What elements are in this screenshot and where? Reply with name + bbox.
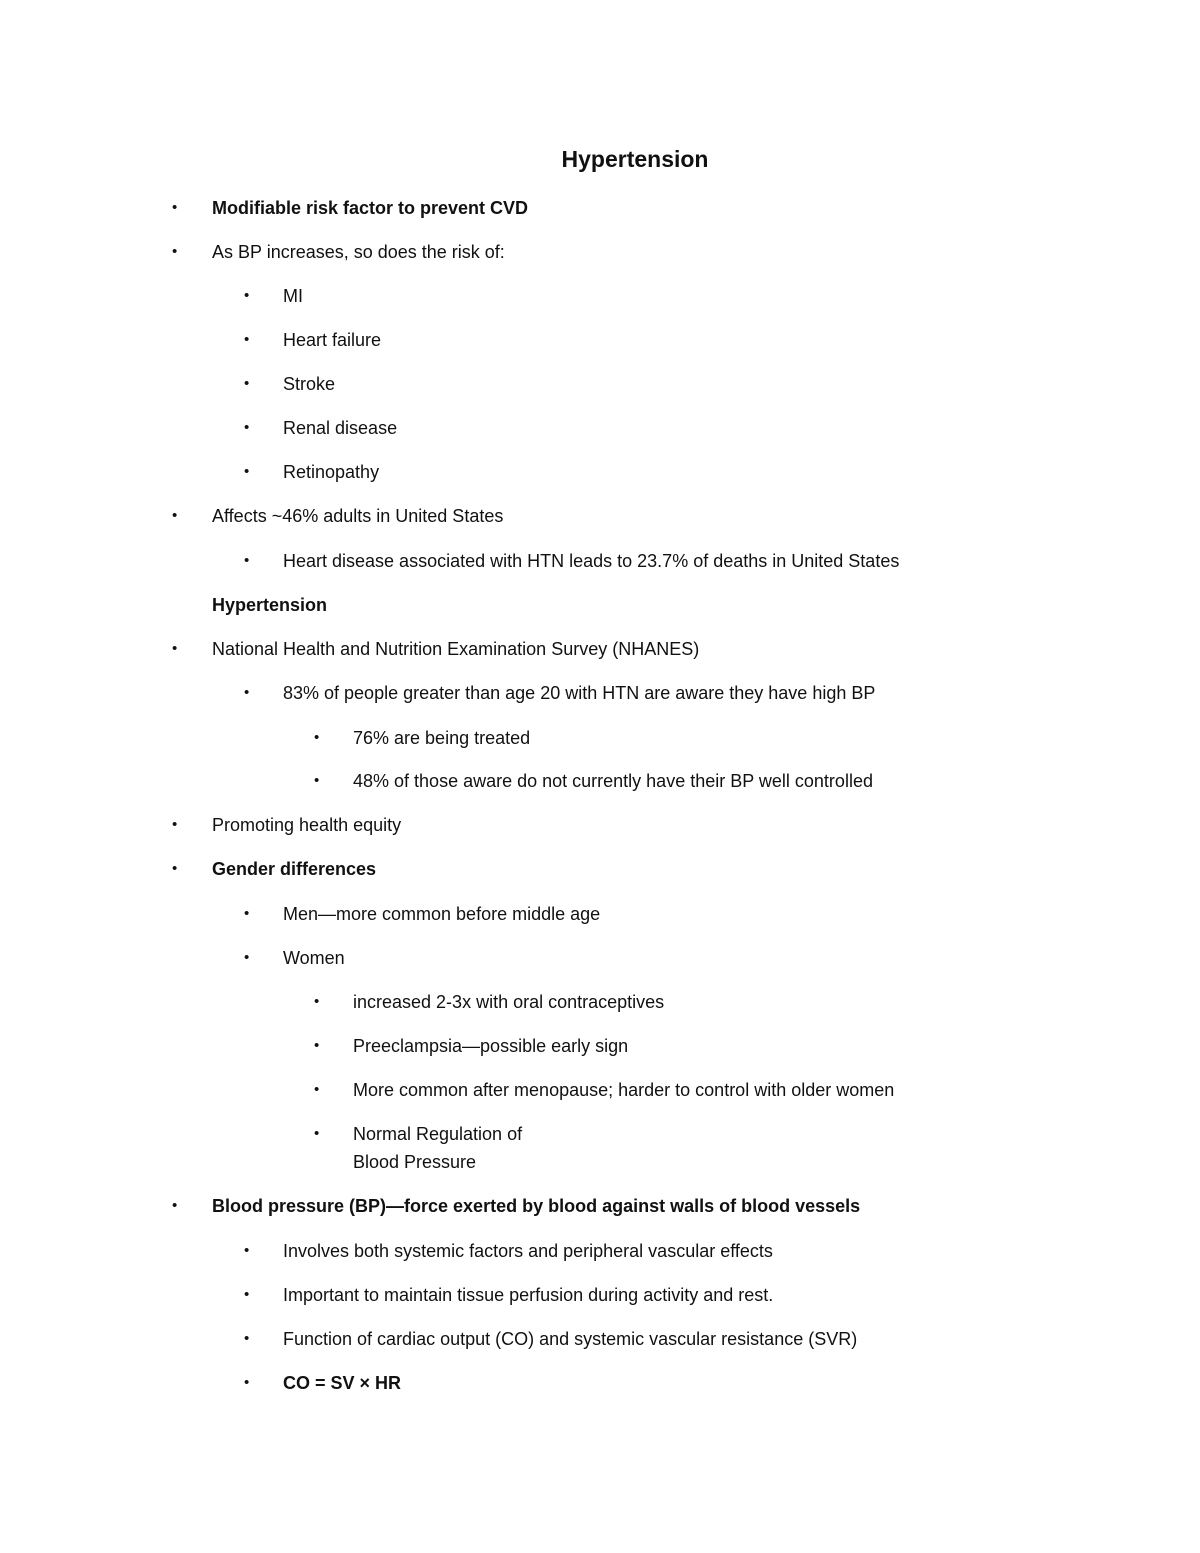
bullet-icon: • <box>172 816 178 833</box>
bullet-icon: • <box>172 507 178 524</box>
bullet-icon: • <box>314 772 320 789</box>
bullet-icon: • <box>244 287 250 304</box>
bullet-icon: • <box>244 1242 250 1259</box>
bullet-icon: • <box>244 1330 250 1347</box>
bullet-icon: • <box>244 552 250 569</box>
bullet-icon: • <box>244 375 250 392</box>
bullet-icon: • <box>244 463 250 480</box>
document-page: Hypertension • Modifiable risk factor to prevent CVD • As BP increases, so does the risk of: • MI • Heart failure • Stroke • Renal disease • Retinopathy • Affects ~46% adults in United States • Heart disease associated with HTN leads to 23.7% of deaths in United States Hypertension • National Health and Nutrition Examination Survey (NHANES) • 83% of people greater than age 20 with HTN are aware they have high BP • 76% are being treated • 48% of those aware do not currently have their BP well controlled • Promoting health equity • Gender differences • Men—more common before middle age • Women • increased 2-3x with oral contraceptives • Preeclampsia—possible early sign • More common after menopause; harder to control with older women • Normal Regulation of Blood Pressure • Blood pressure (BP)—force exerted by blood against walls of blood vessels • Involves both systemic factors and peripheral vascular effects • Important to maintain tissue perfusion during activity and rest. • Function of cardiac output (CO) and systemic vascular resistance (SVR) • CO = SV × HR <box>0 0 1200 1553</box>
bullet-icon: • <box>244 905 250 922</box>
page-title: Hypertension <box>561 146 709 172</box>
bullet-icon: • <box>172 199 178 216</box>
bullet-icon: • <box>244 949 250 966</box>
bullet-icon: • <box>172 860 178 877</box>
bullet-icon: • <box>172 1197 178 1214</box>
bullet-icon: • <box>172 640 178 657</box>
bullet-icon: • <box>314 729 320 746</box>
bullet-icon: • <box>244 1374 250 1391</box>
bullet-icon: • <box>244 684 250 701</box>
bullet-icon: • <box>172 243 178 260</box>
bullet-icon: • <box>244 419 250 436</box>
bullet-icon: • <box>314 993 320 1010</box>
bullet-icon: • <box>244 1286 250 1303</box>
bullet-icon: • <box>314 1081 320 1098</box>
bullet-icon: • <box>244 331 250 348</box>
bullet-icon: • <box>314 1037 320 1054</box>
bullet-icon: • <box>314 1125 320 1142</box>
